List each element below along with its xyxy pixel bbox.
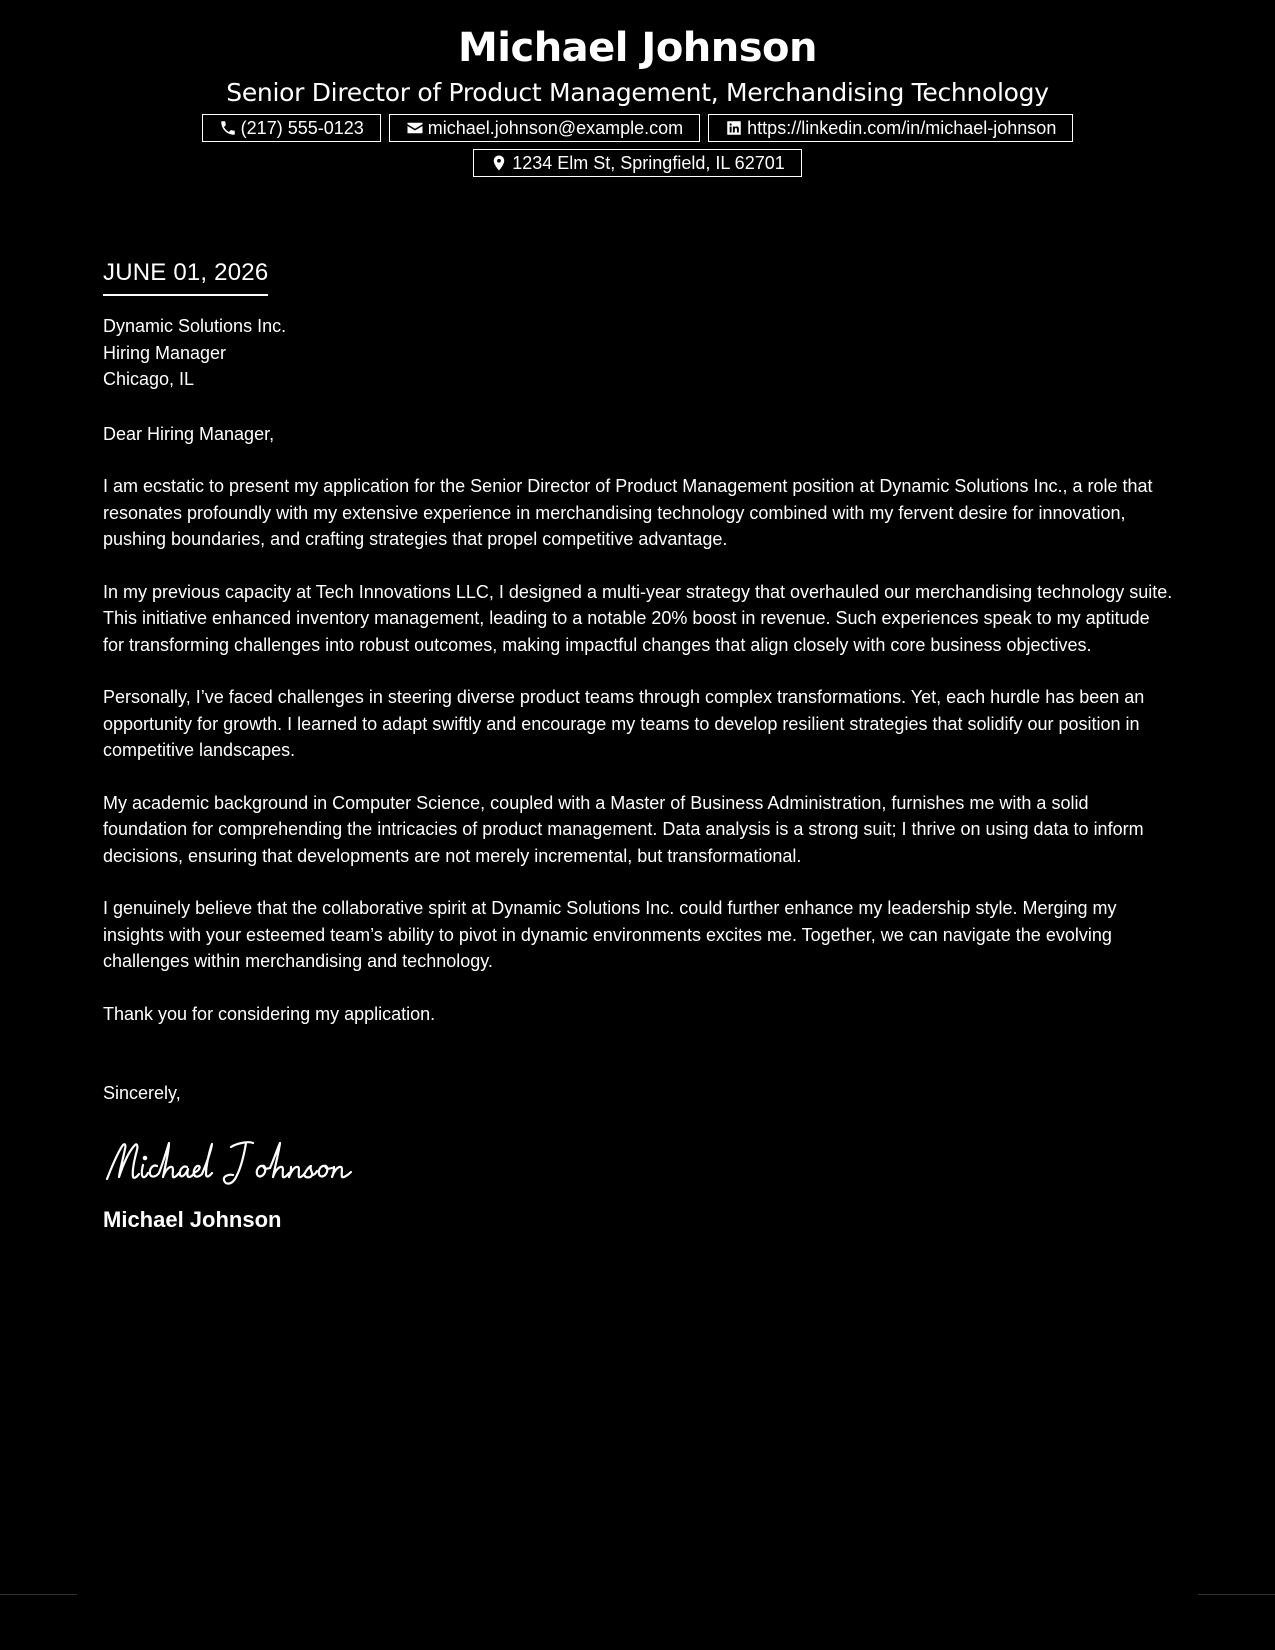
letter-date: JUNE 01, 2026 [103,258,268,296]
paragraph: In my previous capacity at Tech Innovations LLC, I designed a multi-year strategy that overhauled our merchandising technology suite. This initiative enhanced inventory management, leading to a notable 20% boost in revenue. Such experiences speak to my aptitude for transforming challenges into robust outcomes, making impactful changes that align closely with core business objectives. [103,581,1173,655]
email-chip[interactable] [389,114,700,142]
phone-chip[interactable] [202,114,381,142]
linkedin-icon [725,119,743,137]
recipient-location: Chicago, IL [103,369,195,389]
recipient-role: Hiring Manager [103,342,227,363]
footer-divider-right [1198,1594,1275,1595]
linkedin-text: https://linkedin.com/in/michael-johnson [747,118,1057,138]
letter-header [0,20,1275,177]
paragraph: My academic background in Computer Science, coupled with a Master of Business Administration, furnishes me with a solid foundation for comprehending the intricacies of product management. Data analysis is a strong suit; I thrive on using data to inform decisions, ensuring that developments are not merely incremental, but transformational. [103,792,1144,866]
address-text: 1234 Elm St, Springfield, IL 62701 [512,153,785,173]
letter-body [103,258,1173,1235]
closing: Sincerely, [103,1083,181,1103]
recipient-block [103,313,1173,393]
applicant-title: Senior Director of Product Management, Merchandising Technology [226,78,1049,107]
paragraph: I genuinely believe that the collaborative spirit at Dynamic Solutions Inc. could further enhance my leadership style. Merging my insights with your esteemed team’s ability to pivot in dynamic environments excites me. Together, we can navigate the evolving challenges within merchandising and technology. [103,898,1117,971]
email-text: michael.johnson@example.com [427,118,684,138]
signed-name: Michael Johnson [103,1206,282,1232]
handwritten-signature [103,1131,1173,1191]
phone-text: (217) 555-0123 [240,118,364,138]
address-chip[interactable] [473,149,802,177]
contact-row [0,114,1275,142]
map-pin-icon [490,154,508,172]
linkedin-chip[interactable] [708,114,1073,142]
salutation: Dear Hiring Manager, [103,423,275,444]
footer-divider-left [0,1594,77,1595]
address-row [0,149,1275,177]
paragraph: Personally, I’ve faced challenges in steering diverse product teams through complex transformations. Yet, each hurdle has been an opportunity for growth. I learned to adapt swiftly and encourage my teams to develop resilient strategies that solidify our position in competitive landscapes. [103,687,1145,760]
recipient-company: Dynamic Solutions Inc. [103,316,287,336]
paragraph: I am ecstatic to present my application for the Senior Director of Product Management position at Dynamic Solutions Inc., a role that resonates profoundly with my extensive experience in merchandising technology combined with my fervent desire for innovation, pushing boundaries, and crafting strategies that propel competitive advantage. [103,476,1153,549]
phone-icon [219,119,237,137]
paragraph: Thank you for considering my application. [103,1003,436,1024]
envelope-icon [406,119,424,137]
applicant-name: Michael Johnson [457,25,818,71]
